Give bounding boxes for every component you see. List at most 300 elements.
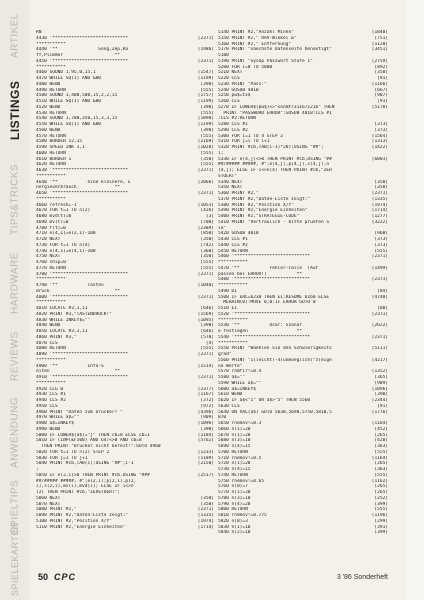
listing-checksum: [1840] [371,30,388,35]
listing-code: 5820 n(0)=3 [218,518,248,524]
listing-checksum: [1514] [197,363,214,369]
listing-checksum: [909] [200,415,214,421]
listing-code: 4580 BORDER 12,15 [36,139,83,145]
listing-code: 5020 FOR t=1 TO n(2) STEP 2 [36,449,110,455]
listing-code: *********** [36,196,66,202]
listing-checksum: [390] [200,426,214,432]
listing-code: 5170 PRINT "naechste Datenseite benoetigt" [218,47,332,53]
listing-code: ; [36,467,39,472]
listing-checksum: [365] [374,375,388,380]
listing-code: 4620 RETURN [36,162,66,168]
listing-code: 4990 WEND [36,426,61,432]
listing-checksum: [390] [200,127,214,133]
listing-code: 5650 rnemov!=0.3 [218,421,262,426]
listing-checksum: [2344] [371,398,388,403]
listing-checksum: [5762] [197,438,214,444]
listing-code: 5430 CLS #1 [218,237,248,242]
listing-checksum: [1040] [197,283,214,288]
listing-code: 5100 PRINT #2,"Position X/Y" [36,518,112,524]
listing-code: 5200 FOR i=0 TO 5000 [218,64,273,70]
listing-code: 5490 DI [218,288,237,294]
listing-code: 5070 NEXT [36,501,61,507]
listing-checksum: [1096] [197,421,214,426]
listing-checksum: [360] [200,248,214,254]
listing-checksum: [1714] [371,208,388,214]
listing-code: 5750 rnemov!=0.65 [218,478,265,484]
listing-checksum: [742] [200,242,214,248]
listing-code: 4600 RETURN [36,150,66,156]
listing-code: 5300 FOR i=1 TO 4 STEP 2 [218,133,284,139]
listing-checksum: [350] [374,185,388,191]
listing-checksum: [555] [200,110,214,116]
listing-code: 4550 WHILE SQ(1) AND &80 [36,122,102,127]
listing-checksum: [265] [374,432,388,438]
listing-checksum: [1335] [371,196,388,202]
listing-code: 4490 RETURN [36,87,66,93]
listing-checksum: [4396] [197,409,214,415]
listing-checksum: [1757] [197,93,214,99]
listing-checksum: [1167] [197,392,214,398]
listing-checksum: [4740] [371,294,388,300]
listing-code: 4940 CLS #2 [36,398,66,403]
listing-code: 5210 NEXT [218,70,243,76]
listing-checksum: [555] [200,260,214,265]
listing-code: 4930 CLS #1 [36,392,66,398]
section-tab-hardware: HARDWARE [9,252,21,314]
listing-checksum: [2371] [197,352,214,357]
listing-checksum: [373] [374,242,388,248]
section-tab-tips-tricks: TIPS&TRICKS [9,163,21,235]
listing-checksum: [372] [200,398,214,403]
listing-checksum: [399] [374,501,388,507]
listing-code: 5790 n(4)=20 [218,501,251,507]
section-tab-spieltips: SPIELTIPS [9,479,21,535]
listing-code: 5370 PRINT #2,"Daten-Liste zeigt:" [218,196,311,202]
listing-code: 4500 SOUND 1,400,500,15,2,2,15 [36,93,118,99]
listing-code: *********** [36,173,66,179]
listing-checksum: [265] [374,461,388,467]
listing-code: 5350 NEXT [218,185,243,191]
listing-code: 5190 PRINT "SysOp Passwort Stufe 1" [218,58,313,64]
listing-code: 5600 a$=INKEY$ [218,386,256,392]
listing-code: 4610 BORDER 1 [36,156,72,162]
listing-code: 4520 WEND [36,104,61,110]
listing-checksum: [2371] [197,375,214,380]
listing-checksum: [1096] [371,386,388,392]
listing-checksum: [350] [200,495,214,501]
listing-code: 5570 rnmfir!=0.4 [218,369,262,375]
listing-checksum: [1053] [197,202,214,208]
listing-code: 5240 GOSUB 4810 [218,87,259,93]
section-sidebar [0,0,30,600]
listing-code: 870 [218,415,227,421]
listing-checksum: [350] [374,179,388,185]
listing-checksum: [555] [200,150,214,156]
listing-checksum: [751] [374,35,388,41]
listing-checksum: [2389] [197,225,214,231]
listing-checksum: [390] [200,323,214,329]
listing-code: 4680 mvd(t)=0 [36,214,72,219]
listing-code: 5640 ON VAL(a$) GOTO 5630,5690,5750,5810,5 [218,409,332,415]
listing-code: 5620 IF a$<"1" OR a$>"5" THEN 5560 [218,398,311,403]
listing-code: 5530 '** Usar: Szanar [218,323,302,329]
listing-code: 4810 LOCATE #3,1,11 [36,306,88,311]
listing-code: 4720 NEXT [36,237,61,242]
listing-code: 5000 IF LOWER$(a$)="j" THEN cb=8 ELSE cb=1 [36,432,150,438]
listing-checksum: [1164] [371,421,388,426]
listing-code: 4960 PRINT "Daten zum Drucker? " [36,409,123,415]
listing-code: 5560 PRINT "1(leicht)-4(unmoeglich)"5(eige [218,357,332,363]
listing-code: 4530 RETURN [36,110,66,116]
listing-checksum: [1164] [371,455,388,461]
listing-code: 5250 pw$=tx$ [218,93,251,99]
listing-code: 4840 WEND [36,323,61,329]
listing-code: 5830 n(1)=10 [218,524,251,530]
listing-code: 5800 RETURN [218,507,248,513]
listing-checksum: [1196] [371,513,388,518]
listing-code: 5160 PRINT #2," Entfernung" [218,41,292,47]
listing-code: STOERT" [218,173,237,179]
listing-code: 5260 CLS [218,99,240,104]
listing-code: 4670 FOR t=1 TO n(2) [36,208,91,214]
listing-checksum: [555] [374,248,388,254]
listing-checksum: [80] [377,306,388,311]
listing-code: *********** [36,277,66,283]
listing-checksum: [363] [374,444,388,449]
listing-checksum: [909] [374,380,388,386]
listing-checksum: [3451] [371,47,388,53]
listing-checksum: [420] [374,438,388,444]
listing-code: 5410 PRINT "Vertraulich - bitte pruefen S [218,219,330,225]
listing-code: 4750 NEXT [36,254,61,260]
listing-checksum: [555] [200,87,214,93]
listing-code: 4660 refresh=-1 [36,202,77,208]
listing-code: 4440 '** Gong,Zep,Ra [36,47,129,53]
listing-code: 4630 '**************************** [36,168,129,173]
listing-checksum: [2371] [197,35,214,41]
listing-checksum: [265] [374,484,388,490]
listing-checksum: [350] [200,237,214,242]
listing-code: 5400 PRINT #2,"STRATEGIE-CODE" [218,214,300,219]
listing-code: *********** [218,283,248,288]
listing-checksum: [2371] [197,168,214,173]
listing-code: 4910 '**************************** [36,375,129,380]
listing-checksum: [363] [374,467,388,472]
listing-code: THEN PRINT "Drucker nicht bereit!":GOTO 4960 [36,444,161,449]
listing-checksum: [646] [200,306,214,311]
listing-checksum: [350] [200,156,214,162]
listing-checksum: [1422] [371,145,388,150]
listing-code: 4590 SPEED INK 1,1 [36,145,85,150]
listing-code: 4890 '**************************** [36,352,129,357]
listing-checksum: [391] [374,524,388,530]
listing-checksum: [555] [374,507,388,513]
listing-code: 5550 PRINT "Waehlen Sie den Schwierigkeits [218,346,332,352]
listing-code: ff,Plimmer ** [36,53,120,58]
listing-code: 5040 PRINT #cb,TAB(i);USING "##";i-1 [36,461,134,467]
listing-checksum: [850] [200,231,214,237]
listing-code: *********** [218,340,248,346]
listing-code: ##/##### #####, #";e(4,j),p(4,j),s(4,j),n [218,162,330,168]
listing-code: :CLS #2:RETURN [218,116,256,122]
listing-code: 5080 PRINT #2," [36,507,77,513]
listing-code: 5290 CLS #2 [218,127,248,133]
listing-checksum: [1776] [371,409,388,415]
listing-code: 4760 ship=0 [36,260,66,265]
listing-code: 4700 f(t)=0 [36,225,66,231]
listing-checksum: [2377] [197,386,214,392]
listing-checksum: [2371] [197,507,214,513]
listing-checksum: [555] [200,346,214,352]
listing-code: 5740 RETURN [218,472,248,478]
listing-checksum: [350] [374,70,388,76]
listing-code: 5220 CLS [218,76,240,81]
listing-code: 4450 '**************************** [36,58,129,64]
listing-checksum: [892] [374,64,388,70]
magazine-logo: CPC [54,572,77,582]
listing-checksum: [373] [374,122,388,127]
listing-checksum: [907] [374,93,388,99]
listing-code: 5510 EI [218,306,237,311]
listing-code: 5660 n(1)=20 [218,426,251,432]
listing-code: 4690 mv(t)=0 [36,219,69,225]
listing-code: 5460 '**************************** [218,254,311,260]
listing-code: nergieverbrauch ** [36,185,120,191]
listing-checksum: [91] [377,403,388,409]
listing-code: 4730 FOR t=1 TO n(4) [36,242,91,248]
listing-code: 5180 [218,53,229,58]
listing-code: 4780 '**************************** [36,271,129,277]
listing-code: *********** [218,317,248,323]
listing-code: 5770 n(1)=20 [218,490,251,495]
listing-checksum: [2371] [371,254,388,260]
listing-code: 4640 '** eine kleinere, E [36,179,131,185]
listing-code: 5690 n(4)=15 [218,444,251,449]
listing-checksum: [390] [200,104,214,110]
listing-code: 4650 '**************************** [36,191,129,196]
listing-checksum: [570] [200,334,214,340]
listing-code: 5380 PRINT #2,"Position X/Y" [218,202,294,208]
listing-code: e festlegen ** [218,329,302,334]
listing-code: 4790 '** Tasten [36,283,104,288]
listing-code: 4880 RETURN [36,346,66,352]
listing-code: 5110 PRINT #2,"Energie Einheiten" [36,524,126,530]
listing-code: 4900 '** Info-S [36,363,104,369]
listing-code: eiten ** [36,369,120,375]
listing-code: 4770 RETURN [36,265,66,271]
listing-code: 5440 CLS #2 [218,242,248,248]
listing-code: 4870 CLS [36,340,58,346]
listing-code: 5340 NEXT [218,179,243,185]
listing-checksum: [2150] [197,461,214,467]
listing-code: 4710 e(4,1)=e(2,1)-100 [36,231,96,237]
listing-code: 5590 WHILE a$="" [218,380,262,386]
listing-code: 5310 FOR j=i TO i+1 [218,139,270,145]
section-tab-anwendung: ANWENDUNG [9,396,21,468]
listing-code: *********** [36,380,66,386]
listing-code: 5280 CLS #1 [218,122,248,127]
listing-code: 5010 IF (INP(&F500) AND 64)<>0 AND cb=8 [36,438,142,444]
listing-code: 4560 WEND [36,127,61,133]
listing-code: ie" [218,225,227,231]
listing-checksum: [1974] [371,202,388,208]
listing-code: 4540 SOUND 1,700,350,15,3,3,15 [36,116,118,122]
listing-code: 5230 PRINT "Pass:" [218,81,267,87]
listing-code: 5500 IF ERL=6230 THEN EI:RESUME 6160 ELSE [218,294,330,300]
listing-checksum: [2622] [371,323,388,329]
listing-code: ##/##### #####, #";e(2,i);p(2,i),p(2, [36,478,137,484]
listing-column-right [218,30,388,545]
listing-code: (4,j); ELSE IF i<>n(4) THEN PRINT #cb,"ZER [218,168,332,173]
listing-checksum: [350] [200,254,214,260]
listing-checksum: [4] [205,340,214,346]
listing-checksum: [972] [200,403,214,409]
listing-checksum: [2371] [197,58,214,64]
listing-checksum: [2517] [197,472,214,478]
listing-code: 5840 n(2)=10 [218,530,251,536]
listing-code: 4480 WEND [36,81,61,87]
listing-code: 5680 n(3)=10 [218,438,251,444]
listing-checksum: [3] [205,214,214,219]
listing-code: 4510 WHILE SQ(1) AND &80 [36,99,102,104]
section-tab-artikel: ARTIKEL [9,13,21,59]
listing-checksum: [452] [374,426,388,432]
listing-code: 4920 CLG 0 [36,386,64,392]
listing-code: 5390 PRINT #2,"Energie Einheiten" [218,208,308,214]
listing-code: 4800 '**************************** [36,294,129,300]
listing-code: 5050 IF e(2,i)>0 THEN PRINT #cb,USING "### [36,472,150,478]
listing-code: *********** [36,41,66,47]
listing-code: 4860 PRINT #3," [36,334,77,340]
listing-checksum: [373] [374,237,388,242]
listing-checksum: [399] [374,530,388,536]
listing-checksum: [252] [374,495,388,501]
listing-checksum: [1199] [197,99,214,104]
listing-checksum: [1547] [197,70,214,76]
listing-code: 4830 WHILE INKEY$="" [36,317,91,323]
listing-checksum: [1569] [197,311,214,317]
listing-code: 4570 RETURN [36,133,66,139]
listing-checksum: [1233] [197,449,214,455]
listing-checksum: [84] [377,288,388,294]
listing-checksum: [2371] [197,271,214,277]
listing-checksum: [1166] [371,81,388,87]
listing-code: 5150 PRINT #2," RAV-Winkel &" [218,35,297,41]
listing-checksum: [1352] [371,369,388,375]
listing-checksum: [700] [200,219,214,225]
listing-checksum: [350] [200,501,214,507]
listing-checksum: [91] [377,99,388,104]
listing-code: 4970 WHILE a$="" [36,415,80,421]
page-edge [406,0,424,600]
listing-checksum: [2066] [197,179,214,185]
listing-checksum: [5178] [371,104,388,110]
listing-code: RN [36,30,42,35]
listing-code: (2) THEN PRINT #cb,"ZERSTOERT"; [36,490,120,495]
listing-checksum: [555] [200,265,214,271]
listing-code: 5420 GOSUB 4810 [218,231,259,237]
listing-checksum: [646] [200,329,214,334]
listing-checksum: [1095] [197,317,214,323]
listing-code: 4950 CLS [36,403,58,409]
listing-checksum: [1199] [197,122,214,127]
listing-code: 5270 IF LOWER$(pw$)<>"sonmtr311671216" THEN [218,104,335,110]
listing-code: 5670 n(1)=20 [218,432,251,438]
listing-code: i; [218,150,224,156]
listing-checksum: [373] [374,127,388,133]
listing-code: grad" [218,352,232,357]
listing-checksum: [1499] [371,265,388,271]
listing-checksum: [1199] [197,76,214,81]
listing-code: 5610 WEND [218,392,243,398]
listing-checksum: [555] [200,162,214,168]
page-footer [38,570,388,584]
listing-code: 4470 WHILE SQ(1) AND &80 [36,76,102,81]
page-number: 50 [38,572,49,582]
listing-code: *********** [218,260,248,265]
listing-checksum: [1714] [197,524,214,530]
listing-code: 5710 rnemov!=0.5 [218,455,262,461]
listing-code: 5450 RETURN [218,248,248,254]
listing-code: 5630 CLS [218,403,240,409]
section-tab-reviews: REVIEWS [9,331,21,381]
listing-code: 4980 a$=INKEY$ [36,421,74,426]
listing-checksum: [299] [374,518,388,524]
listing-code: 4740 e(4,1)=e(4,1)-100 [36,248,96,254]
listing-checksum: [2371] [371,277,388,283]
listing-code: 5030 FOR j=1 TO j+1 [36,455,88,461]
section-tab-listings: LISTINGS [8,80,22,140]
listing-checksum: [1028] [197,145,214,150]
listing-checksum: [2371] [197,191,214,196]
listing-code: *********** [36,357,66,363]
listing-checksum: [2371] [371,334,388,340]
listing-code: ne Werte" [218,363,243,369]
listing-checksum: [1564] [371,133,388,139]
listing-checksum: [1169] [197,139,214,145]
listing-checksum: [555] [374,472,388,478]
listing-checksum: [2371] [197,294,214,300]
listing-code: 5810 rnemov!=0.775 [218,513,267,518]
listing-code: PRINT "PASSWORD ERROR":GOSUB 4810:CLS #1 [218,110,332,116]
listing-checksum: [667] [374,87,388,93]
listing-code: 5060 NEXT [36,495,61,501]
listing-checksum: [1974] [197,518,214,524]
listing-code: 5140 PRINT #2,"Anzahl Minen" [218,30,294,35]
listing-code: 5330 IF e(4,j)<>0 THEN PRINT #cb,USING "## [218,156,332,162]
listing-code: 5780 n(3)=10 [218,495,251,501]
listing-checksum: [390] [200,81,214,87]
listing-checksum: [960] [374,231,388,237]
listing-column-left [36,30,214,545]
listing-code: 5700 RETURN [218,449,248,455]
listing-checksum: [4217] [371,357,388,363]
listing-code: 5320 PRINT #cb,TAB(i-1)*20);USING "##"; [218,145,324,150]
listing-checksum: [1313] [371,139,388,145]
listing-checksum: [2371] [371,311,388,317]
listing-code: 5720 n(1)=20 [218,461,251,467]
listing-code: 4430 '**************************** [36,35,129,41]
listing-code: 5760 n(0)=7 [218,484,248,490]
listing-code: 5520 '**************************** [218,311,311,317]
listing-checksum: [426] [200,208,214,214]
listing-checksum: [1986] [197,47,214,53]
listing-code: i),s(2,i),mv(i),mvd(i); ELSE IF i<>n [36,484,134,490]
listing-checksum: [1898] [197,116,214,122]
listing-checksum: [265] [374,490,388,495]
listing-code: 4460 SOUND 1,95,0,15,1 [36,70,96,76]
listing-checksum: [2759] [371,58,388,64]
